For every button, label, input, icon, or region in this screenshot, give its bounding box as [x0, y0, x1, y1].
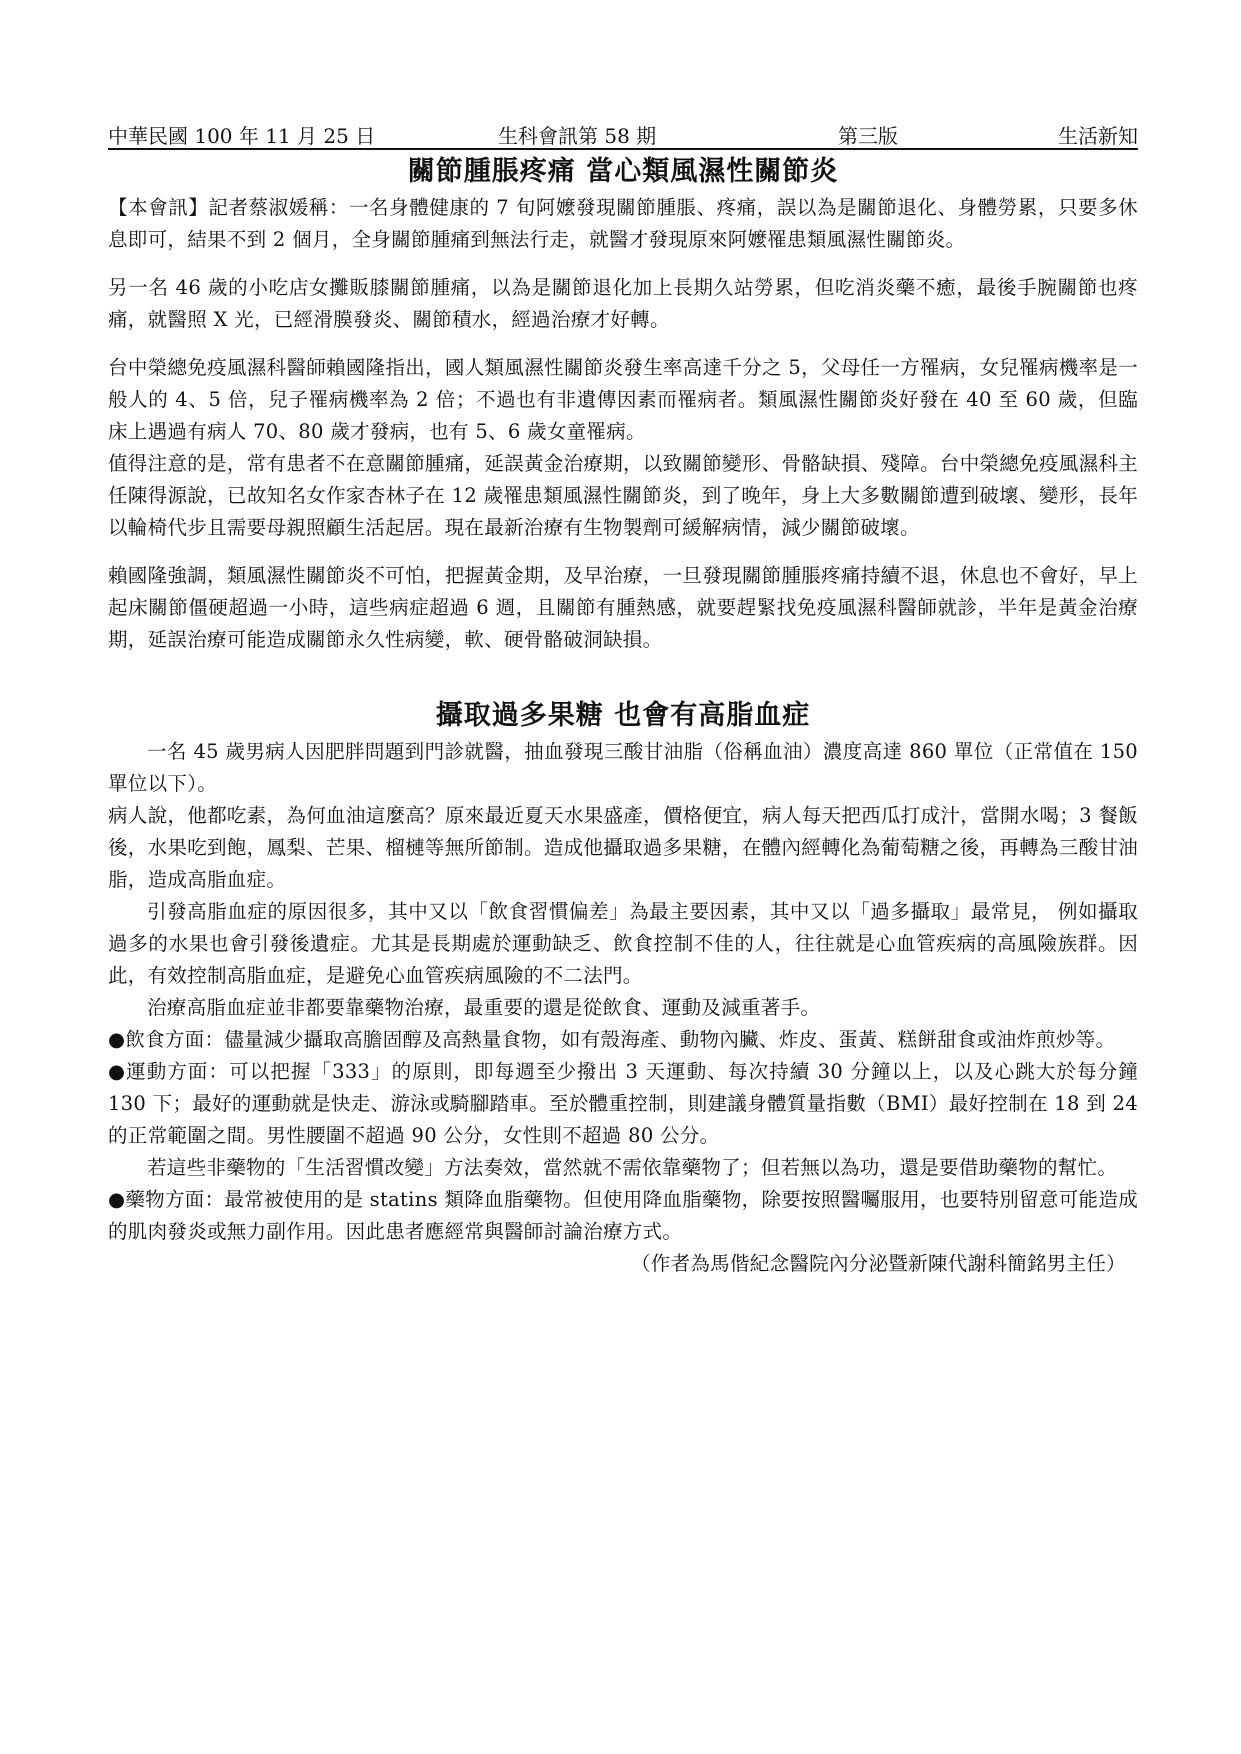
article-paragraph: 【本會訊】記者蔡淑媛稱：一名身體健康的 7 旬阿嬤發現關節腫脹、疼痛，誤以為是關節退化、身體勞累，只要多休息即可，結果不到 2 個月，全身關節腫痛到無法行走，就醫才發現原來阿嬤罹患類風濕性關節炎。: [108, 196, 1138, 251]
article-title: 攝取過多果糖 也會有高脂血症: [435, 700, 811, 731]
article-rheumatoid-arthritis: [108, 152, 1138, 656]
article-paragraph: 賴國隆強調，類風濕性關節炎不可怕，把握黃金期，及早治療，一旦發現關節腫脹疼痛持續不退，休息也不會好，早上起床關節僵硬超過一小時，這些病症超過 6 週，且關節有腫熱感，就要趕緊找免疫風濕科醫師就診，半年是黃金治療期，延誤治療可能造成關節永久性病變，軟、硬骨骼破洞缺損。: [108, 564, 1138, 651]
bullet-diet: ●飲食方面：儘量減少攝取高膽固醇及高熱量食物，如有殼海產、動物內臟、炸皮、蛋黃、糕餅甜食或油炸煎炒等。: [108, 1028, 1116, 1051]
header-issue: 生科會訊第 58 期: [498, 124, 657, 148]
article-paragraph: 台中榮總免疫風濕科醫師賴國隆指出，國人類風濕性關節炎發生率高達千分之 5，父母任一方罹病，女兒罹病機率是一般人的 4、5 倍，兒子罹病機率為 2 倍；不過也有非遺傳因素而罹病者。類風濕性關節炎好發在 40 至 60 歲，但臨床上遇過有病人 70、80 歲才發病，也有 5、6 歲女童罹病。: [108, 356, 1138, 443]
article-paragraph: 另一名 46 歲的小吃店女攤販膝關節腫痛，以為是關節退化加上長期久站勞累，但吃消炎藥不癒，最後手腕關節也疼痛，就醫照 X 光，已經滑膜發炎、關節積水，經過治療才好轉。: [108, 276, 1138, 331]
header-page-number: 第三版: [838, 124, 898, 148]
bullet-medication: ●藥物方面：最常被使用的是 statins 類降血脂藥物。但使用降血脂藥物，除要按照醫囑服用，也要特別留意可能造成的肌肉發炎或無力副作用。因此患者應經常與醫師討論治療方式。: [108, 1188, 1138, 1243]
article-paragraph: 一名 45 歲男病人因肥胖問題到門診就醫，抽血發現三酸甘油脂（俗稱血油）濃度高達 860 單位（正常值在 150 單位以下）。: [108, 740, 1138, 795]
header-date: 中華民國 100 年 11 月 25 日: [108, 124, 376, 148]
article-hyperlipidemia: [108, 696, 1138, 1280]
article-paragraph: 引發高脂血症的原因很多，其中又以「飲食習慣偏差」為最主要因素，其中又以「過多攝取」最常見， 例如攝取過多的水果也會引發後遺症。尤其是長期處於運動缺乏、飲食控制不佳的人，往往就是心血管疾病的高風險族群。因此，有效控制高脂血症，是避免心血管疾病風險的不二法門。: [108, 900, 1138, 987]
bullet-exercise: ●運動方面：可以把握「333」的原則，即每週至少撥出 3 天運動、每次持續 30 分鐘以上，以及心跳大於每分鐘 130 下；最好的運動就是快走、游泳或騎腳踏車。至於體重控制，則建議身體質量指數（BMI）最好控制在 18 到 24 的正常範圍之間。男性腰圍不超過 90 公分，女性則不超過 80 公分。: [108, 1060, 1138, 1147]
article-paragraph: 治療高脂血症並非都要靠藥物治療，最重要的還是從飲食、運動及減重著手。: [147, 996, 821, 1019]
newsletter-page: [108, 118, 1138, 1280]
author-byline: （作者為馬偕紀念醫院內分泌暨新陳代謝科簡銘男主任）: [630, 1252, 1126, 1275]
article-title: 關節腫脹疼痛 當心類風濕性關節炎: [407, 156, 839, 187]
article-paragraph: 值得注意的是，常有患者不在意關節腫痛，延誤黃金治療期，以致關節變形、骨骼缺損、殘障。台中榮總免疫風濕科主任陳得源說，已故知名女作家杏林子在 12 歲罹患類風濕性關節炎，到了晚年，身上大多數關節遭到破壞、變形，長年以輪椅代步且需要母親照顧生活起居。現在最新治療有生物製劑可緩解病情，減少關節破壞。: [108, 452, 1138, 539]
article-paragraph: 若這些非藥物的「生活習慣改變」方法奏效，當然就不需依靠藥物了；但若無以為功，還是要借助藥物的幫忙。: [147, 1156, 1118, 1179]
header-section: 生活新知: [1058, 124, 1138, 148]
page-header: [108, 118, 1138, 150]
article-paragraph: 病人說，他都吃素，為何血油這麼高？原來最近夏天水果盛產，價格便宜，病人每天把西瓜打成汁，當開水喝；3 餐飯後，水果吃到飽，鳳梨、芒果、榴槤等無所節制。造成他攝取過多果糖，在體內經轉化為葡萄糖之後，再轉為三酸甘油脂，造成高脂血症。: [108, 804, 1138, 891]
